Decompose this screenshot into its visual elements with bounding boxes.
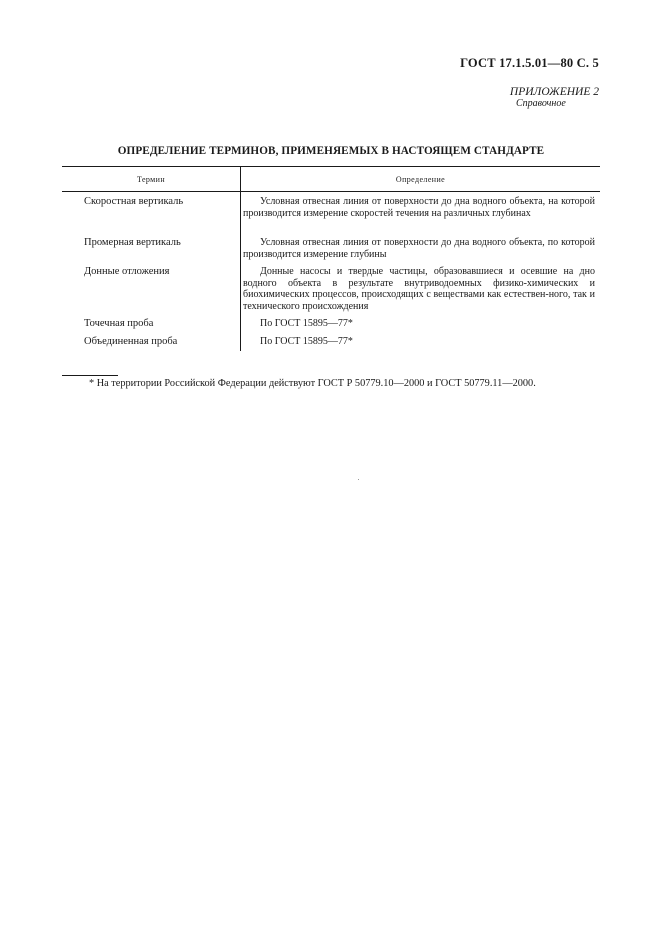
table-row-term: Промерная вертикаль	[84, 237, 181, 248]
table-top-rule	[62, 166, 600, 167]
scan-speck	[358, 479, 359, 480]
table-header-definition: Определение	[395, 175, 446, 184]
footnote-rule	[62, 375, 118, 376]
table-row-term: Точечная проба	[84, 318, 154, 329]
table-row-definition: Донные насосы и твердые частицы, образовавшиеся и осевшие на дно водного объекта в результате внутриводоемных физико-химических и биохимических процессов, происходящих с веществами как естествен-ного, так и технического происхождения	[243, 266, 595, 312]
table-header-term: Термин	[136, 175, 166, 184]
table-row-definition: Условная отвесная линия от поверхности до дна водного объекта, по которой производится измерение глубины	[243, 237, 595, 260]
footnote: * На территории Российской Федерации действуют ГОСТ Р 50779.10—2000 и ГОСТ 50779.11—2000.	[89, 378, 536, 389]
document-code: ГОСТ 17.1.5.01—80 С. 5	[460, 56, 599, 70]
appendix-label: ПРИЛОЖЕНИЕ 2	[509, 86, 599, 98]
table-row-definition: По ГОСТ 15895—77*	[260, 318, 353, 329]
table-header-rule	[62, 191, 600, 192]
table-row-definition: По ГОСТ 15895—77*	[260, 336, 353, 347]
table-row-definition: Условная отвесная линия от поверхности до дна водного объекта, на которой производится измерение скоростей течения на различных глубинах	[243, 196, 595, 219]
table-row-term: Скоростная вертикаль	[84, 196, 184, 207]
table-row-term: Донные отложения	[84, 266, 170, 277]
table-row-term: Объединенная проба	[84, 336, 178, 347]
page-title: ОПРЕДЕЛЕНИЕ ТЕРМИНОВ, ПРИМЕНЯЕМЫХ В НАСТОЯЩЕМ СТАНДАРТЕ	[117, 145, 545, 157]
table-column-divider	[240, 167, 241, 351]
appendix-note: Справочное	[516, 98, 566, 109]
